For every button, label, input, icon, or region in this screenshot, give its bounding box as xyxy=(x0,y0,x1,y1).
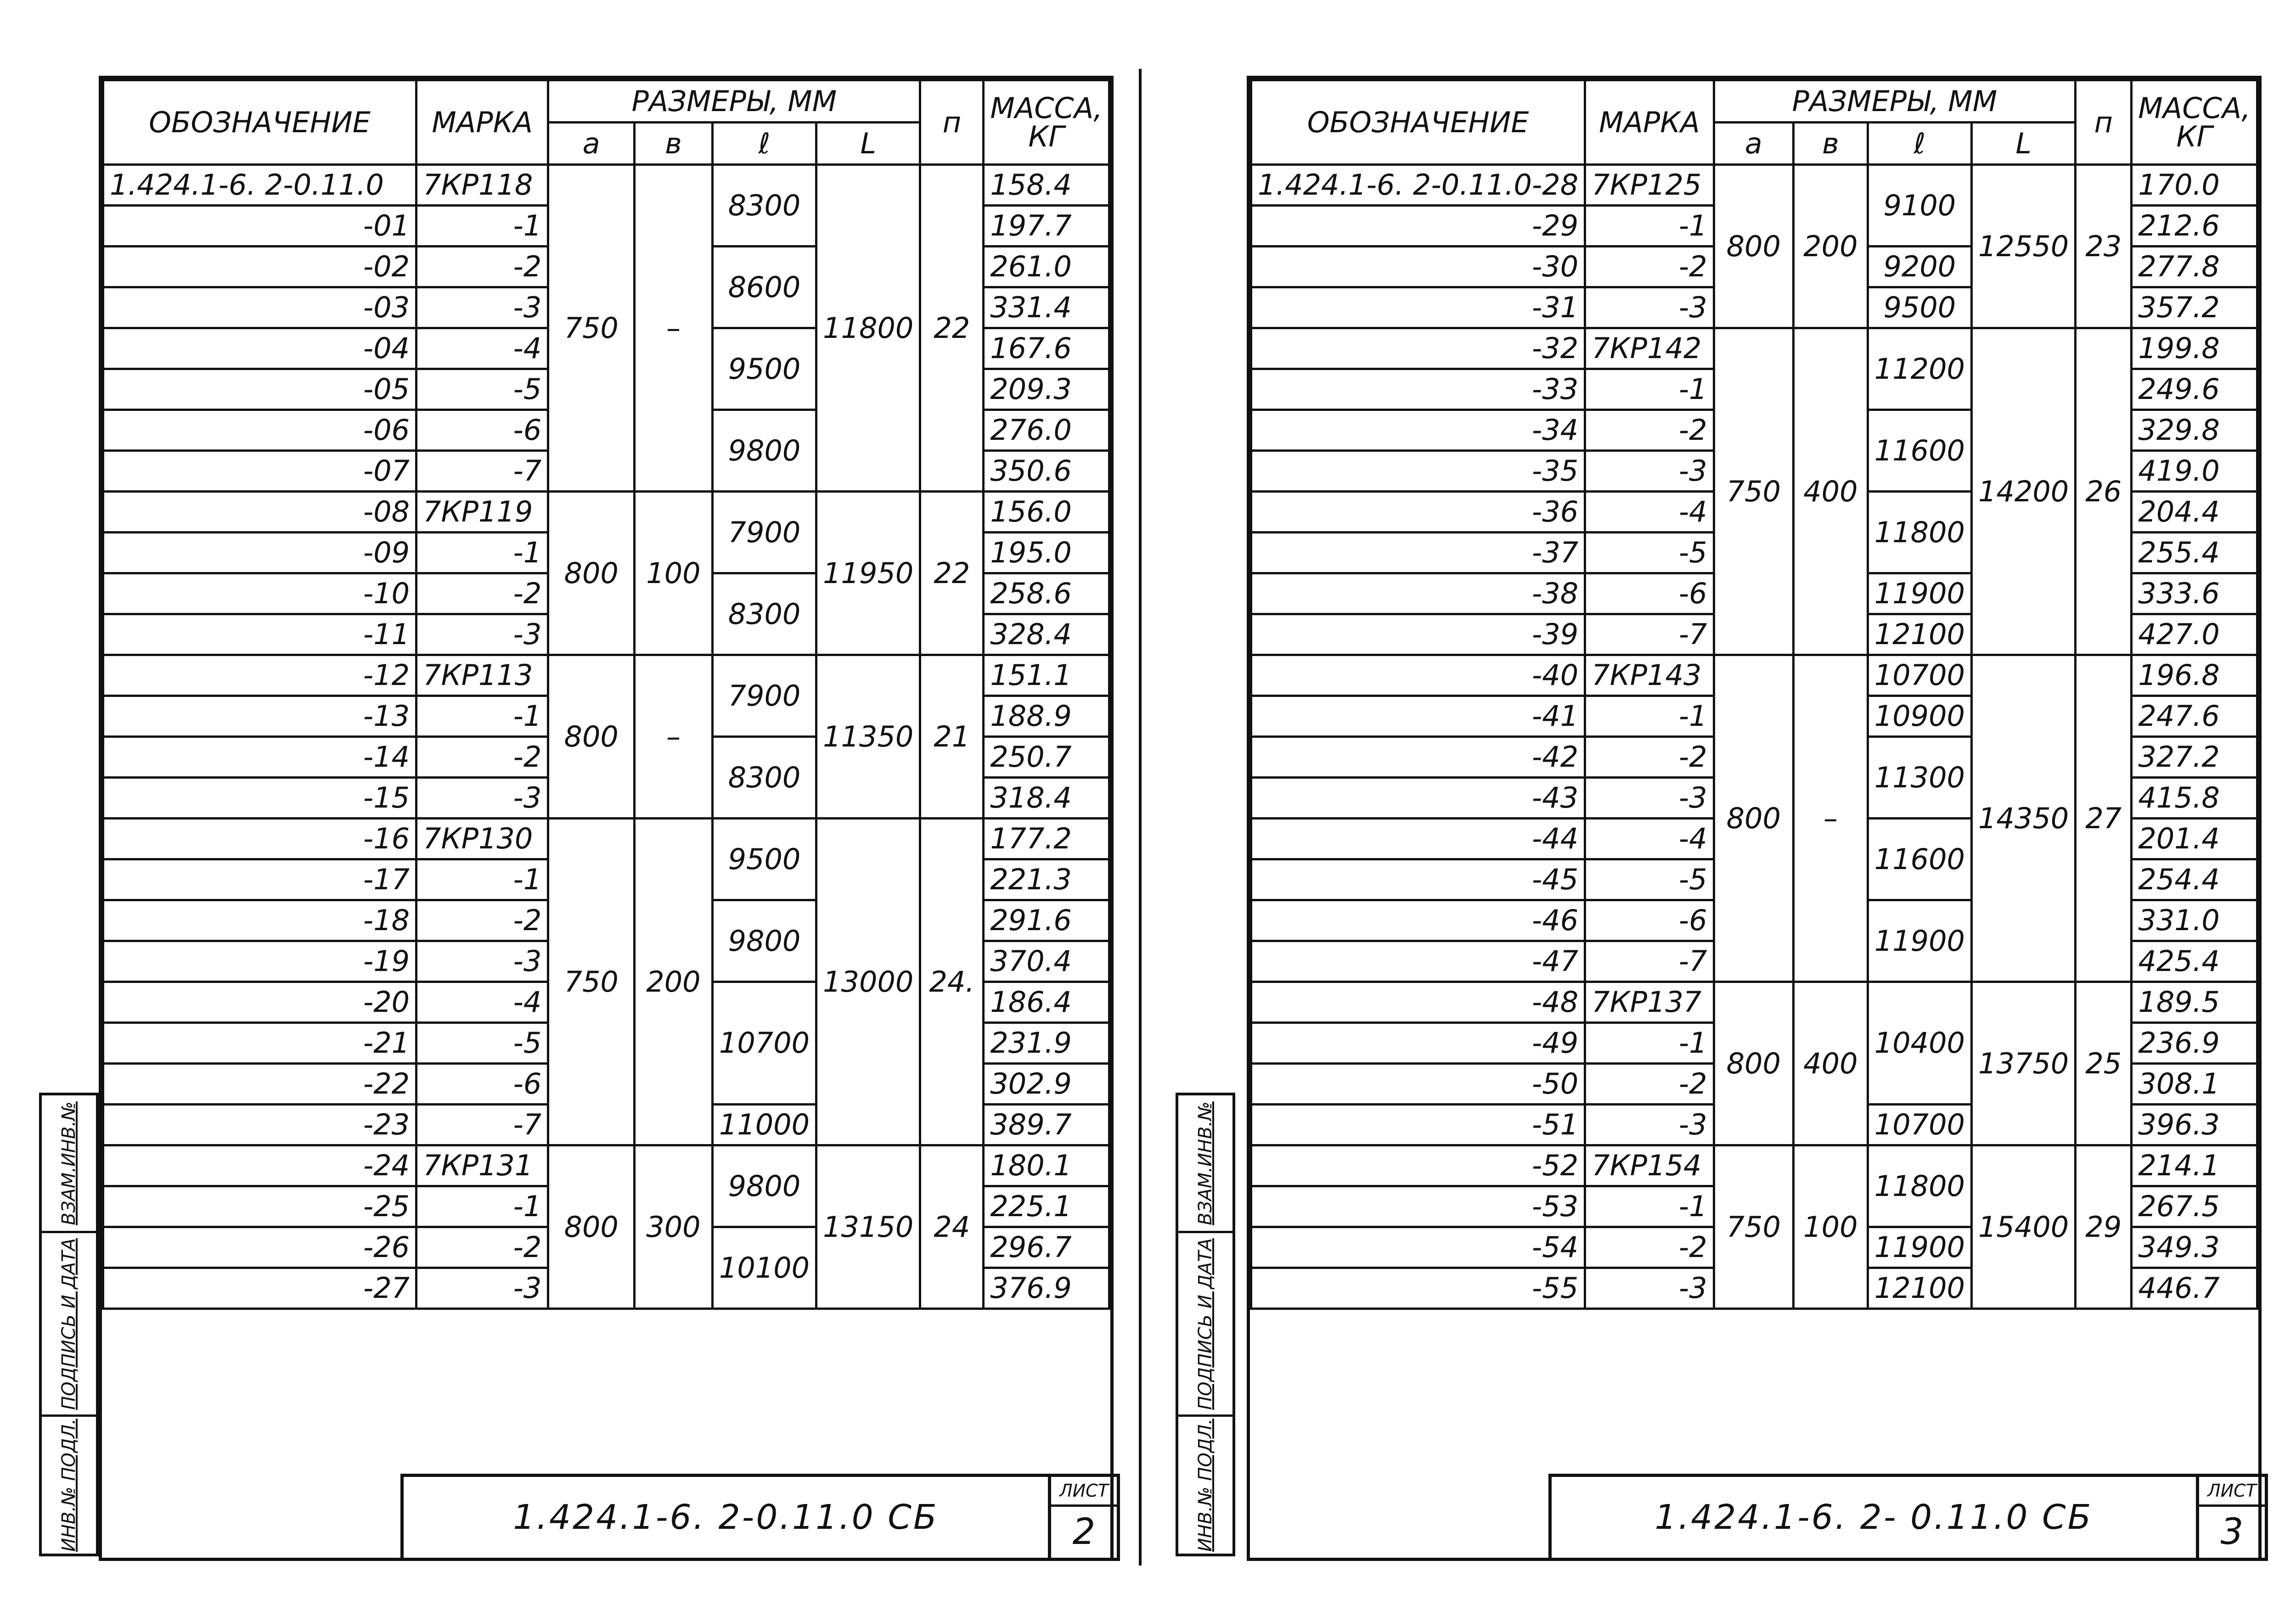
count-n-cell: 24. xyxy=(920,819,984,1145)
designation-cell: -09 xyxy=(103,533,416,573)
mark-cell: 7КР125 xyxy=(1585,165,1714,206)
dimension-L-cell: 11950 xyxy=(816,492,920,655)
mark-cell: -3 xyxy=(416,778,548,819)
sheet-number: 3 xyxy=(2220,1511,2244,1553)
mark-cell: -5 xyxy=(416,369,548,410)
mark-cell: 7КР131 xyxy=(416,1145,548,1186)
header-dimensions: РАЗМЕРЫ, ММ xyxy=(548,80,920,123)
mass-cell: 357.2 xyxy=(2132,287,2257,328)
approval-label-signature: ПОДПИСЬ И ДАТА xyxy=(58,1238,79,1410)
dimension-b-cell: 200 xyxy=(635,819,713,1145)
header-b: в xyxy=(635,123,713,165)
dimension-L-cell: 11800 xyxy=(816,165,920,492)
mark-cell: -1 xyxy=(1585,696,1714,737)
mark-cell: -3 xyxy=(416,614,548,655)
mark-cell: 7КР143 xyxy=(1585,655,1714,696)
mark-cell: -3 xyxy=(416,287,548,328)
designation-cell: -34 xyxy=(1251,410,1585,451)
dimension-b-cell: 400 xyxy=(1793,328,1868,655)
mass-cell: 196.8 xyxy=(2132,655,2257,696)
designation-cell: -02 xyxy=(103,247,416,287)
designation-cell: -16 xyxy=(103,819,416,859)
designation-cell: -13 xyxy=(103,696,416,737)
mark-cell: -3 xyxy=(1585,451,1714,492)
dimension-L-cell: 13150 xyxy=(816,1145,920,1309)
designation-cell: -42 xyxy=(1251,737,1585,778)
dimension-a-cell: 750 xyxy=(1714,1145,1793,1309)
dimension-l-cell: 11800 xyxy=(1868,1145,1971,1227)
table-row xyxy=(1251,655,2257,696)
mark-cell: -1 xyxy=(1585,369,1714,410)
dimension-b-cell: – xyxy=(1793,655,1868,982)
mark-cell: -5 xyxy=(1585,533,1714,573)
count-n-cell: 25 xyxy=(2076,982,2132,1145)
mass-cell: 212.6 xyxy=(2132,206,2257,247)
dimension-l-cell: 10100 xyxy=(712,1227,816,1309)
designation-cell: -41 xyxy=(1251,696,1585,737)
mass-cell: 261.0 xyxy=(984,247,1109,287)
mass-cell: 156.0 xyxy=(984,492,1109,533)
mass-cell: 376.9 xyxy=(984,1268,1109,1309)
dimension-a-cell: 800 xyxy=(548,1145,635,1309)
dimension-l-cell: 9500 xyxy=(712,819,816,900)
dimension-l-cell: 12100 xyxy=(1868,614,1971,655)
dimension-l-cell: 10700 xyxy=(1868,655,1971,696)
mass-cell: 254.4 xyxy=(2132,859,2257,900)
mark-cell: -6 xyxy=(1585,900,1714,941)
header-designation: ОБОЗНАЧЕНИЕ xyxy=(103,80,416,165)
mass-cell: 308.1 xyxy=(2132,1064,2257,1105)
designation-cell: -03 xyxy=(103,287,416,328)
approval-label-orig: ИНВ.№ ПОДЛ. xyxy=(1195,1418,1216,1552)
dimension-l-cell: 10400 xyxy=(1868,982,1971,1105)
dimension-a-cell: 800 xyxy=(548,655,635,819)
dimension-l-cell: 9100 xyxy=(1868,165,1971,247)
designation-cell: -43 xyxy=(1251,778,1585,819)
dimension-b-cell: 200 xyxy=(1793,165,1868,328)
mass-cell: 177.2 xyxy=(984,819,1109,859)
mark-cell: -3 xyxy=(1585,1268,1714,1309)
dimension-l-cell: 9500 xyxy=(712,328,816,410)
dimension-l-cell: 10700 xyxy=(1868,1105,1971,1145)
mark-cell: -2 xyxy=(416,900,548,941)
count-n-cell: 22 xyxy=(920,492,984,655)
mark-cell: -4 xyxy=(416,328,548,369)
designation-cell: -08 xyxy=(103,492,416,533)
mark-cell: -1 xyxy=(1585,206,1714,247)
dimension-a-cell: 800 xyxy=(548,492,635,655)
count-n-cell: 24 xyxy=(920,1145,984,1309)
designation-cell: -14 xyxy=(103,737,416,778)
dimension-a-cell: 750 xyxy=(548,819,635,1145)
mass-cell: 370.4 xyxy=(984,941,1109,982)
table-row xyxy=(103,1145,1109,1186)
sheet-divider xyxy=(1139,69,1142,1566)
mark-cell: -7 xyxy=(416,451,548,492)
dimension-b-cell: – xyxy=(635,165,713,492)
mark-cell: -7 xyxy=(1585,614,1714,655)
mass-cell: 276.0 xyxy=(984,410,1109,451)
designation-cell: -30 xyxy=(1251,247,1585,287)
mass-cell: 167.6 xyxy=(984,328,1109,369)
dimension-l-cell: 7900 xyxy=(712,655,816,737)
mass-cell: 277.8 xyxy=(2132,247,2257,287)
mass-cell: 151.1 xyxy=(984,655,1109,696)
mass-cell: 349.3 xyxy=(2132,1227,2257,1268)
mass-cell: 247.6 xyxy=(2132,696,2257,737)
designation-cell: -31 xyxy=(1251,287,1585,328)
designation-cell: -15 xyxy=(103,778,416,819)
mark-cell: -2 xyxy=(416,1227,548,1268)
designation-cell: -27 xyxy=(103,1268,416,1309)
approval-cell-orig xyxy=(42,1417,96,1554)
mass-cell: 195.0 xyxy=(984,533,1109,573)
approval-label-signature: ПОДПИСЬ И ДАТА xyxy=(1195,1238,1216,1410)
designation-cell: -25 xyxy=(103,1186,416,1227)
designation-cell: -44 xyxy=(1251,819,1585,859)
designation-cell: -47 xyxy=(1251,941,1585,982)
dimension-L-cell: 13000 xyxy=(816,819,920,1145)
mark-cell: -1 xyxy=(416,859,548,900)
dimension-L-cell: 12550 xyxy=(1971,165,2075,328)
header-b: в xyxy=(1793,123,1868,165)
dimension-l-cell: 10700 xyxy=(712,982,816,1105)
sheet-label: ЛИСТ xyxy=(1051,1477,1117,1507)
designation-cell: -26 xyxy=(103,1227,416,1268)
dimension-l-cell: 9500 xyxy=(1868,287,1971,328)
sheet-number-box xyxy=(2196,1477,2265,1558)
mass-cell: 199.8 xyxy=(2132,328,2257,369)
table-row xyxy=(1251,1145,2257,1186)
mark-cell: 7КР137 xyxy=(1585,982,1714,1023)
designation-cell: -36 xyxy=(1251,492,1585,533)
dimension-l-cell: 11900 xyxy=(1868,1227,1971,1268)
dimension-b-cell: 100 xyxy=(635,492,713,655)
dimension-l-cell: 9800 xyxy=(712,1145,816,1227)
sheet-label: ЛИСТ xyxy=(2199,1477,2265,1507)
mass-cell: 255.4 xyxy=(2132,533,2257,573)
mass-cell: 197.7 xyxy=(984,206,1109,247)
mass-cell: 209.3 xyxy=(984,369,1109,410)
mass-cell: 328.4 xyxy=(984,614,1109,655)
header-mark: МАРКА xyxy=(1585,80,1714,165)
header-n: п xyxy=(920,80,984,165)
dimension-l-cell: 11600 xyxy=(1868,410,1971,492)
sheet-2 xyxy=(99,76,1114,1561)
mark-cell: -2 xyxy=(416,247,548,287)
dimension-l-cell: 9200 xyxy=(1868,247,1971,287)
designation-cell: -11 xyxy=(103,614,416,655)
mass-cell: 170.0 xyxy=(2132,165,2257,206)
mark-cell: -6 xyxy=(416,410,548,451)
mass-cell: 158.4 xyxy=(984,165,1109,206)
approval-label-inv: ВЗАМ.ИНВ.№ xyxy=(1195,1101,1216,1225)
designation-cell: -53 xyxy=(1251,1186,1585,1227)
document-code: 1.424.1-6. 2-0.11.0 СБ xyxy=(513,1498,939,1537)
dimension-l-cell: 8600 xyxy=(712,247,816,328)
mass-cell: 331.0 xyxy=(2132,900,2257,941)
designation-cell: -18 xyxy=(103,900,416,941)
designation-cell: -33 xyxy=(1251,369,1585,410)
approval-label-orig: ИНВ.№ ПОДЛ. xyxy=(58,1418,79,1552)
header-l-small: ℓ xyxy=(1868,123,1971,165)
dimension-l-cell: 11300 xyxy=(1868,737,1971,819)
dimension-l-cell: 10900 xyxy=(1868,696,1971,737)
dimension-L-cell: 15400 xyxy=(1971,1145,2075,1309)
mass-cell: 267.5 xyxy=(2132,1186,2257,1227)
designation-cell: -17 xyxy=(103,859,416,900)
mass-cell: 214.1 xyxy=(2132,1145,2257,1186)
title-block xyxy=(400,1474,1120,1561)
count-n-cell: 29 xyxy=(2076,1145,2132,1309)
designation-cell: -21 xyxy=(103,1023,416,1064)
mass-cell: 389.7 xyxy=(984,1105,1109,1145)
designation-cell: -20 xyxy=(103,982,416,1023)
designation-cell: -32 xyxy=(1251,328,1585,369)
mass-cell: 350.6 xyxy=(984,451,1109,492)
header-l-big: L xyxy=(1971,123,2075,165)
designation-cell: -35 xyxy=(1251,451,1585,492)
mass-cell: 225.1 xyxy=(984,1186,1109,1227)
approval-cell-signature xyxy=(42,1233,96,1417)
table-row xyxy=(1251,328,2257,369)
count-n-cell: 26 xyxy=(2076,328,2132,655)
count-n-cell: 22 xyxy=(920,165,984,492)
header-mark: МАРКА xyxy=(416,80,548,165)
dimension-L-cell: 11350 xyxy=(816,655,920,819)
mass-cell: 258.6 xyxy=(984,573,1109,614)
mass-cell: 427.0 xyxy=(2132,614,2257,655)
mark-cell: -2 xyxy=(1585,1064,1714,1105)
dimension-l-cell: 9800 xyxy=(712,900,816,982)
dimension-l-cell: 11200 xyxy=(1868,328,1971,410)
mass-cell: 250.7 xyxy=(984,737,1109,778)
mass-cell: 396.3 xyxy=(2132,1105,2257,1145)
header-l-small: ℓ xyxy=(712,123,816,165)
header-l-big: L xyxy=(816,123,920,165)
dimension-a-cell: 800 xyxy=(1714,165,1793,328)
sheet-number: 2 xyxy=(1072,1511,1096,1553)
designation-cell: -10 xyxy=(103,573,416,614)
mark-cell: -2 xyxy=(1585,1227,1714,1268)
mark-cell: 7КР130 xyxy=(416,819,548,859)
dimension-a-cell: 750 xyxy=(1714,328,1793,655)
designation-cell: -45 xyxy=(1251,859,1585,900)
mark-cell: -5 xyxy=(416,1023,548,1064)
mass-cell: 331.4 xyxy=(984,287,1109,328)
mark-cell: -1 xyxy=(416,206,548,247)
header-mass: МАССА, КГ xyxy=(984,80,1109,165)
mass-cell: 419.0 xyxy=(2132,451,2257,492)
mark-cell: -3 xyxy=(416,941,548,982)
dimension-a-cell: 800 xyxy=(1714,655,1793,982)
header-a: a xyxy=(1714,123,1793,165)
dimension-l-cell: 8300 xyxy=(712,165,816,247)
table-row xyxy=(103,492,1109,533)
dimension-l-cell: 7900 xyxy=(712,492,816,573)
approval-cell-inv xyxy=(1178,1095,1232,1233)
designation-cell: -54 xyxy=(1251,1227,1585,1268)
mass-cell: 249.6 xyxy=(2132,369,2257,410)
mark-cell: -2 xyxy=(1585,410,1714,451)
mass-cell: 189.5 xyxy=(2132,982,2257,1023)
mark-cell: -2 xyxy=(1585,247,1714,287)
dimension-l-cell: 11900 xyxy=(1868,900,1971,982)
table-row xyxy=(1251,165,2257,206)
mark-cell: -4 xyxy=(416,982,548,1023)
designation-cell: -22 xyxy=(103,1064,416,1105)
specification-table xyxy=(1250,79,2258,1310)
designation-cell: -40 xyxy=(1251,655,1585,696)
approval-label-inv: ВЗАМ.ИНВ.№ xyxy=(58,1101,79,1225)
mark-cell: -6 xyxy=(416,1064,548,1105)
dimension-l-cell: 11800 xyxy=(1868,492,1971,573)
mark-cell: -3 xyxy=(416,1268,548,1309)
dimension-b-cell: 300 xyxy=(635,1145,713,1309)
mark-cell: -7 xyxy=(1585,941,1714,982)
designation-cell: -19 xyxy=(103,941,416,982)
mark-cell: -4 xyxy=(1585,819,1714,859)
approval-strip-right xyxy=(1176,1093,1235,1556)
designation-cell: -52 xyxy=(1251,1145,1585,1186)
dimension-a-cell: 750 xyxy=(548,165,635,492)
designation-cell: -23 xyxy=(103,1105,416,1145)
mark-cell: 7КР113 xyxy=(416,655,548,696)
mark-cell: -2 xyxy=(416,573,548,614)
dimension-b-cell: 100 xyxy=(1793,1145,1868,1309)
designation-cell: -50 xyxy=(1251,1064,1585,1105)
designation-cell: 1.424.1-6. 2-0.11.0 xyxy=(103,165,416,206)
mark-cell: -3 xyxy=(1585,778,1714,819)
specification-table xyxy=(102,79,1110,1310)
mass-cell: 188.9 xyxy=(984,696,1109,737)
table-row xyxy=(103,819,1109,859)
designation-cell: -05 xyxy=(103,369,416,410)
designation-cell: -37 xyxy=(1251,533,1585,573)
header-mass: МАССА, КГ xyxy=(2132,80,2257,165)
mark-cell: -1 xyxy=(416,696,548,737)
dimension-l-cell: 8300 xyxy=(712,573,816,655)
dimension-L-cell: 14350 xyxy=(1971,655,2075,982)
dimension-b-cell: – xyxy=(635,655,713,819)
title-block xyxy=(1548,1474,2268,1561)
header-dimensions: РАЗМЕРЫ, ММ xyxy=(1714,80,2076,123)
designation-cell: 1.424.1-6. 2-0.11.0-28 xyxy=(1251,165,1585,206)
mass-cell: 291.6 xyxy=(984,900,1109,941)
designation-cell: -04 xyxy=(103,328,416,369)
designation-cell: -12 xyxy=(103,655,416,696)
sheet-number-box xyxy=(1048,1477,1117,1558)
mark-cell: 7КР118 xyxy=(416,165,548,206)
mark-cell: -4 xyxy=(1585,492,1714,533)
table-row xyxy=(103,165,1109,206)
dimension-l-cell: 9800 xyxy=(712,410,816,492)
mass-cell: 327.2 xyxy=(2132,737,2257,778)
mark-cell: -1 xyxy=(416,533,548,573)
table-row xyxy=(103,655,1109,696)
approval-cell-signature xyxy=(1178,1233,1232,1417)
mass-cell: 201.4 xyxy=(2132,819,2257,859)
mass-cell: 415.8 xyxy=(2132,778,2257,819)
count-n-cell: 21 xyxy=(920,655,984,819)
designation-cell: -29 xyxy=(1251,206,1585,247)
mark-cell: 7КР119 xyxy=(416,492,548,533)
designation-cell: -06 xyxy=(103,410,416,451)
mass-cell: 318.4 xyxy=(984,778,1109,819)
dimension-l-cell: 12100 xyxy=(1868,1268,1971,1309)
mass-cell: 204.4 xyxy=(2132,492,2257,533)
mass-cell: 186.4 xyxy=(984,982,1109,1023)
mass-cell: 296.7 xyxy=(984,1227,1109,1268)
mass-cell: 329.8 xyxy=(2132,410,2257,451)
mass-cell: 236.9 xyxy=(2132,1023,2257,1064)
header-a: a xyxy=(548,123,635,165)
mass-cell: 302.9 xyxy=(984,1064,1109,1105)
dimension-l-cell: 11000 xyxy=(712,1105,816,1145)
designation-cell: -24 xyxy=(103,1145,416,1186)
header-designation: ОБОЗНАЧЕНИЕ xyxy=(1251,80,1585,165)
dimension-L-cell: 14200 xyxy=(1971,328,2075,655)
mark-cell: -1 xyxy=(1585,1186,1714,1227)
mark-cell: -1 xyxy=(1585,1023,1714,1064)
mass-cell: 180.1 xyxy=(984,1145,1109,1186)
mass-cell: 425.4 xyxy=(2132,941,2257,982)
mark-cell: -6 xyxy=(1585,573,1714,614)
mass-cell: 446.7 xyxy=(2132,1268,2257,1309)
designation-cell: -48 xyxy=(1251,982,1585,1023)
mark-cell: 7КР154 xyxy=(1585,1145,1714,1186)
designation-cell: -01 xyxy=(103,206,416,247)
designation-cell: -49 xyxy=(1251,1023,1585,1064)
approval-cell-orig xyxy=(1178,1417,1232,1554)
mass-cell: 231.9 xyxy=(984,1023,1109,1064)
mass-cell: 221.3 xyxy=(984,859,1109,900)
count-n-cell: 27 xyxy=(2076,655,2132,982)
designation-cell: -38 xyxy=(1251,573,1585,614)
dimension-a-cell: 800 xyxy=(1714,982,1793,1145)
mark-cell: -5 xyxy=(1585,859,1714,900)
designation-cell: -07 xyxy=(103,451,416,492)
designation-cell: -46 xyxy=(1251,900,1585,941)
document-code: 1.424.1-6. 2- 0.11.0 СБ xyxy=(1654,1498,2093,1537)
dimension-b-cell: 400 xyxy=(1793,982,1868,1145)
dimension-L-cell: 13750 xyxy=(1971,982,2075,1145)
mark-cell: -3 xyxy=(1585,287,1714,328)
mark-cell: 7КР142 xyxy=(1585,328,1714,369)
mark-cell: -3 xyxy=(1585,1105,1714,1145)
approval-cell-inv xyxy=(42,1095,96,1233)
mark-cell: -1 xyxy=(416,1186,548,1227)
mark-cell: -7 xyxy=(416,1105,548,1145)
designation-cell: -39 xyxy=(1251,614,1585,655)
sheet-3 xyxy=(1247,76,2262,1561)
dimension-l-cell: 11900 xyxy=(1868,573,1971,614)
count-n-cell: 23 xyxy=(2076,165,2132,328)
table-row xyxy=(1251,982,2257,1023)
mark-cell: -2 xyxy=(1585,737,1714,778)
mark-cell: -2 xyxy=(416,737,548,778)
mass-cell: 333.6 xyxy=(2132,573,2257,614)
dimension-l-cell: 11600 xyxy=(1868,819,1971,900)
dimension-l-cell: 8300 xyxy=(712,737,816,819)
designation-cell: -51 xyxy=(1251,1105,1585,1145)
approval-strip-left xyxy=(39,1093,99,1556)
designation-cell: -55 xyxy=(1251,1268,1585,1309)
header-n: п xyxy=(2076,80,2132,165)
